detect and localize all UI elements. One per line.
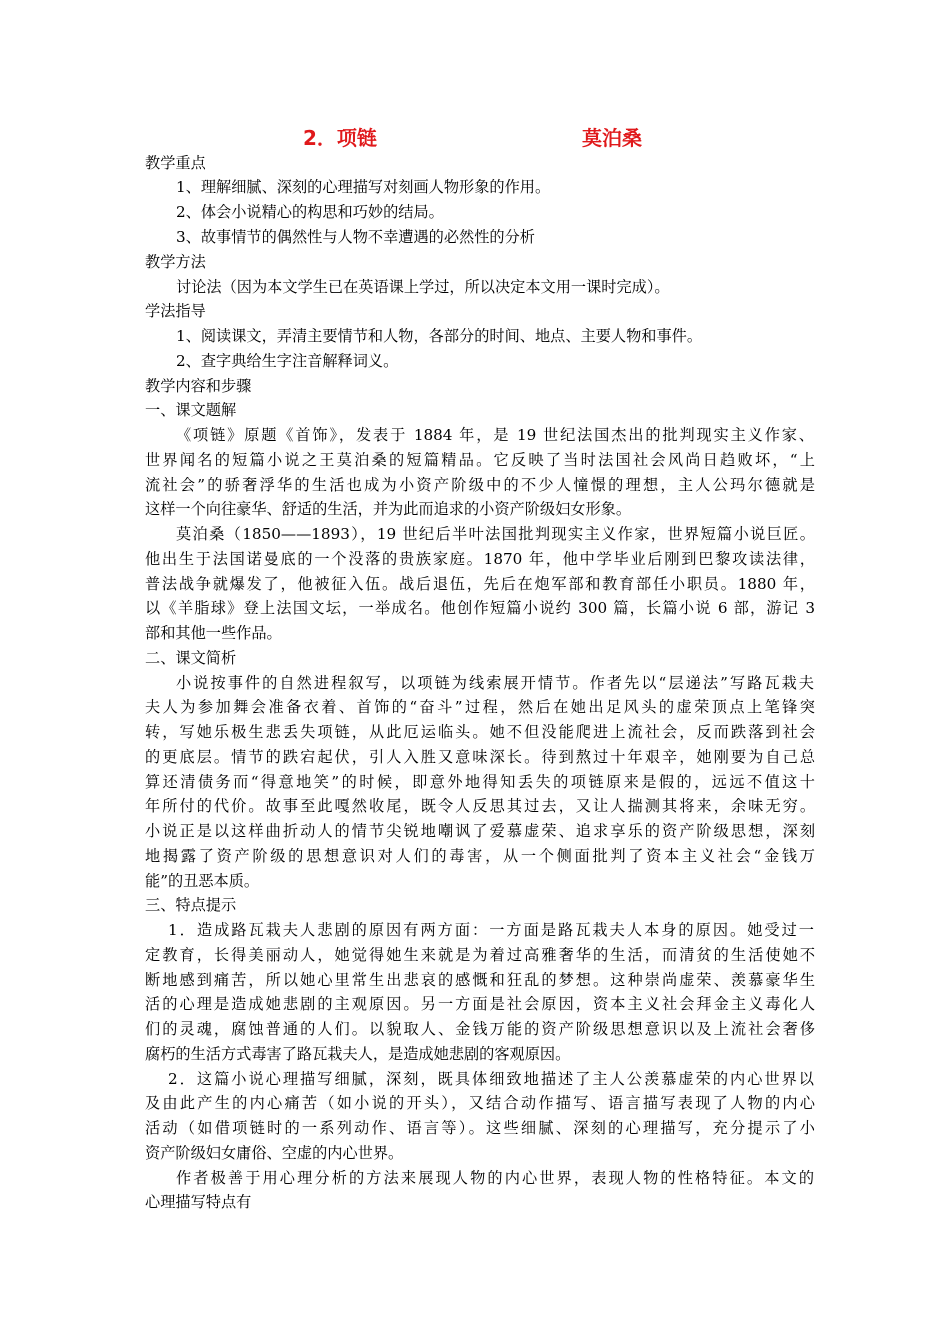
paragraph-line: 2．这篇小说心理描写细腻，深刻，既具体细致地描述了主人公羡慕虚荣的内心世界以	[168, 1070, 814, 1088]
paragraph-line: 小说正是以这样曲折动人的情节尖锐地嘲讽了爱慕虚荣、追求享乐的资产阶级思想，深刻	[145, 822, 815, 840]
method-text: 讨论法（因为本文学生已在英语课上学过，所以决定本文用一课时完成）。	[176, 278, 670, 296]
heading-key-points: 教学重点	[145, 154, 206, 172]
heading-study-guide: 学法指导	[145, 302, 206, 320]
title-author: 莫泊桑	[582, 126, 642, 150]
paragraph-line: 断地感到痛苦，所以她心里常生出悲哀的感慨和狂乱的梦想。这种崇尚虚荣、羡慕豪华生	[145, 971, 815, 989]
paragraph-line: 他出生于法国诺曼底的一个没落的贵族家庭。1870 年，他中学毕业后刚到巴黎攻读法律，	[145, 550, 815, 568]
paragraph-line: 地揭露了资产阶级的思想意识对人们的毒害，从一个侧面批判了资本主义社会“金钱万	[145, 847, 815, 865]
section-3-heading: 三、特点提示	[145, 896, 237, 914]
paragraph-line: 的更底层。情节的跌宕起伏，引人入胜又意味深长。待到熬过十年艰辛，她刚要为自己总	[145, 748, 815, 766]
paragraph-line: 《项链》原题《首饰》，发表于 1884 年，是 19 世纪法国杰出的批判现实主义作家、	[176, 426, 814, 444]
paragraph-line: 普法战争就爆发了，他被征入伍。战后退伍，先后在炮军部和教育部任小职员。1880 年，	[145, 575, 815, 593]
heading-content-steps: 教学内容和步骤	[145, 377, 252, 395]
key-point-1: 1、理解细腻、深刻的心理描写对刻画人物形象的作用。	[176, 178, 551, 196]
key-point-3: 3、故事情节的偶然性与人物不幸遭遇的必然性的分析	[176, 228, 535, 246]
paragraph-line: 活动（如借项链时的一系列动作、语言等）。这些细腻、深刻的心理描写，充分提示了小	[145, 1119, 815, 1137]
paragraph-line: 夫人为参加舞会准备衣着、首饰的“奋斗”过程，然后在她出足风头的虚荣顶点上笔锋突	[145, 698, 815, 716]
paragraph-line: 作者极善于用心理分析的方法来展现人物的内心世界，表现人物的性格特征。本文的	[176, 1169, 814, 1187]
study-guide-1: 1、阅读课文，弄清主要情节和人物，各部分的时间、地点、主要人物和事件。	[176, 327, 703, 345]
section-1-heading: 一、课文题解	[145, 401, 237, 419]
paragraph-line: 莫泊桑（1850——1893），19 世纪后半叶法国批判现实主义作家，世界短篇小说巨匠。	[176, 525, 815, 543]
paragraph-line: 1．造成路瓦栽夫人悲剧的原因有两方面：一方面是路瓦栽夫人本身的原因。她受过一	[168, 921, 814, 939]
heading-method: 教学方法	[145, 253, 206, 271]
paragraph-line: 心理描写特点有	[145, 1193, 252, 1211]
paragraph-line: 活的心理是造成她悲剧的主观原因。另一方面是社会原因，资本主义社会拜金主义毒化人	[145, 995, 815, 1013]
key-point-2: 2、体会小说精心的构思和巧妙的结局。	[176, 203, 444, 221]
paragraph-line: 小说按事件的自然进程叙写，以项链为线索展开情节。作者先以“层递法”写路瓦栽夫	[176, 674, 814, 692]
section-2-heading: 二、课文简析	[145, 649, 237, 667]
paragraph-line: 能”的丑恶本质。	[145, 872, 260, 890]
paragraph-line: 年所付的代价。故事至此嘎然收尾，既令人反思其过去，又让人揣测其将来，余味无穷。	[145, 797, 815, 815]
paragraph-line: 以《羊脂球》登上法国文坛，一举成名。他创作短篇小说约 300 篇，长篇小说 6 部，游记 3	[145, 599, 815, 617]
title-number: 2．项链	[303, 126, 377, 150]
paragraph-line: 世界闻名的短篇小说之王莫泊桑的短篇精品。它反映了当时法国社会风尚日趋败坏，“上	[145, 451, 815, 469]
paragraph-line: 这样一个向往豪华、舒适的生活，并为此而追求的小资产阶级妇女形象。	[145, 500, 631, 518]
paragraph-line: 定教育，长得美丽动人，她觉得她生来就是为着过高雅奢华的生活，而清贫的生活使她不	[145, 946, 815, 964]
paragraph-line: 们的灵魂，腐蚀普通的人们。以貌取人、金钱万能的资产阶级思想意识以及上流社会奢侈	[145, 1020, 815, 1038]
paragraph-line: 转，写她乐极生悲丢失项链，从此厄运临头。她不但没能爬进上流社会，反而跌落到社会	[145, 723, 815, 741]
paragraph-line: 算还清债务而“得意地笑”的时候，即意外地得知丢失的项链原来是假的，远远不值这十	[145, 773, 815, 791]
paragraph-line: 流社会”的骄奢浮华的生活也成为小资产阶级中的不少人憧憬的理想，主人公玛尔德就是	[145, 476, 815, 494]
paragraph-line: 资产阶级妇女庸俗、空虚的内心世界。	[145, 1144, 404, 1162]
paragraph-line: 及由此产生的内心痛苦（如小说的开头），又结合动作描写、语言描写表现了人物的内心	[145, 1094, 815, 1112]
lesson-title	[0, 122, 950, 152]
paragraph-line: 腐朽的生活方式毒害了路瓦栽夫人，是造成她悲剧的客观原因。	[145, 1045, 571, 1063]
paragraph-line: 部和其他一些作品。	[145, 624, 282, 642]
study-guide-2: 2、查字典给生字注音解释词义。	[176, 352, 399, 370]
